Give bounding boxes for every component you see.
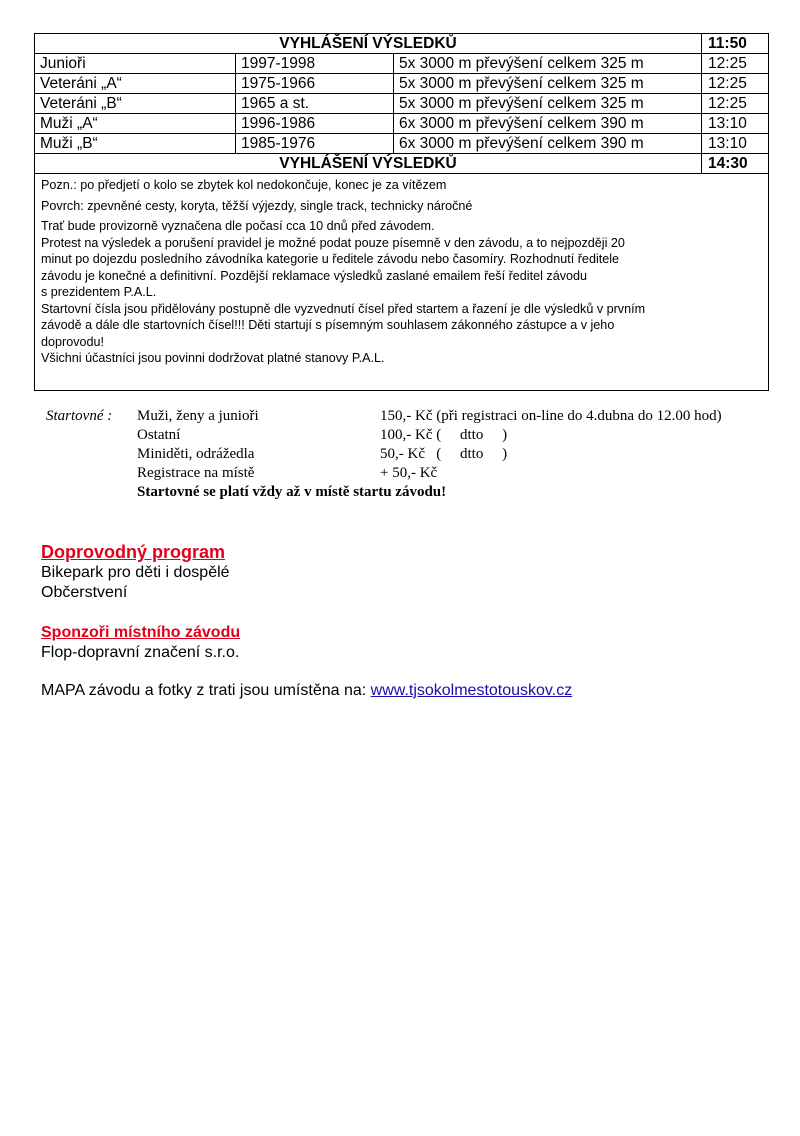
note-line: Pozn.: po předjetí o kolo se zbytek kol nedokončuje, konec je za vítězem — [41, 178, 447, 192]
results-announcement-time: 14:30 — [702, 154, 769, 174]
category-cell: Veteráni „A“ — [35, 74, 236, 94]
note-line: Povrch: zpevněné cesty, koryta, těžší výjezdy, single track, technicky náročné — [41, 198, 473, 213]
results-announcement-title: VYHLÁŠENÍ VÝSLEDKŮ — [35, 154, 702, 174]
time-cell: 12:25 — [702, 74, 769, 94]
results-announcement-time: 11:50 — [702, 34, 769, 54]
table-row — [35, 54, 769, 74]
fee-row — [44, 444, 774, 463]
fee-category: Miniděti, odrážedla — [137, 446, 255, 462]
map-info — [41, 681, 572, 701]
website-link[interactable]: www.tjsokolmestotouskov.cz — [370, 682, 573, 699]
program-title: Doprovodný program — [41, 542, 226, 562]
category-cell: Muži „A“ — [35, 114, 236, 134]
results-announcement-row — [35, 154, 769, 174]
years-cell: 1965 a st. — [236, 94, 394, 114]
note-line: Protest na výsledek a porušení pravidel je možné podat pouze písemně v den závodu, a to nejpozději 20 — [41, 235, 625, 250]
years-cell: 1985-1976 — [236, 134, 394, 154]
years-cell: 1996-1986 — [236, 114, 394, 134]
fee-note-row — [44, 482, 774, 501]
program-section — [41, 541, 230, 603]
fee-row — [44, 425, 774, 444]
sponsor-item: Flop-dopravní značení s.r.o. — [41, 644, 240, 661]
fee-price: 150,- Kč (při registraci on-line do 4.dubna do 12.00 hod) — [380, 408, 722, 424]
course-cell: 5x 3000 m převýšení celkem 325 m — [394, 54, 702, 74]
fee-price: + 50,- Kč — [380, 465, 438, 481]
notes-row — [35, 174, 769, 391]
course-cell: 6x 3000 m převýšení celkem 390 m — [394, 134, 702, 154]
course-cell: 6x 3000 m převýšení celkem 390 m — [394, 114, 702, 134]
fee-price: 50,- Kč ( dtto ) — [380, 446, 508, 462]
note-line: doprovodu! — [41, 334, 105, 349]
course-cell: 5x 3000 m převýšení celkem 325 m — [394, 74, 702, 94]
program-item: Bikepark pro děti i dospělé — [41, 564, 230, 581]
years-cell: 1975-1966 — [236, 74, 394, 94]
program-item: Občerstvení — [41, 584, 128, 601]
entry-fees — [44, 406, 774, 501]
table-row — [35, 134, 769, 154]
fee-category: Ostatní — [137, 427, 181, 443]
note-line: s prezidentem P.A.L. — [41, 285, 157, 299]
note-line: minut po dojezdu posledního závodníka kategorie u ředitele závodu nebo časomíry. Rozhodnutí ředitele — [41, 252, 620, 266]
table-row — [35, 74, 769, 94]
time-cell: 12:25 — [702, 94, 769, 114]
fee-price: 100,- Kč ( dtto ) — [380, 427, 508, 443]
note-line: závodě a dále dle startovních čísel!!! Děti startují s písemným souhlasem zákonného zástupce a v jeho — [41, 318, 615, 332]
category-cell: Veteráni „B“ — [35, 94, 236, 114]
sponsors-section — [41, 623, 240, 663]
fees-label: Startovné : — [46, 408, 113, 424]
category-cell: Muži „B“ — [35, 134, 236, 154]
time-cell: 13:10 — [702, 134, 769, 154]
table-row — [35, 114, 769, 134]
fee-category: Muži, ženy a junioři — [137, 408, 259, 424]
note-line: Trať bude provizorně vyznačena dle počasí cca 10 dnů před závodem. — [41, 219, 435, 233]
map-text: MAPA závodu a fotky z trati jsou umístěna na: — [41, 682, 371, 699]
time-cell: 12:25 — [702, 54, 769, 74]
sponsors-title: Sponzoři místního závodu — [41, 624, 241, 641]
category-cell: Junioři — [35, 54, 236, 74]
note-line: závodu je konečné a definitivní. Pozdější reklamace výsledků zaslané emailem řeší ředitel závodu — [41, 268, 588, 283]
years-cell: 1997-1998 — [236, 54, 394, 74]
course-cell: 5x 3000 m převýšení celkem 325 m — [394, 94, 702, 114]
fee-row — [44, 406, 774, 425]
table-row — [35, 94, 769, 114]
note-line: Všichni účastníci jsou povinni dodržovat platné stanovy P.A.L. — [41, 351, 385, 365]
results-announcement-title: VYHLÁŠENÍ VÝSLEDKŮ — [35, 34, 702, 54]
notes-block — [35, 174, 769, 391]
time-cell: 13:10 — [702, 114, 769, 134]
note-line: Startovní čísla jsou přidělovány postupně dle vyzvednutí čísel před startem a řazení je dle výsledků v prvním — [41, 301, 646, 316]
fee-payment-note: Startovné se platí vždy až v místě startu závodu! — [137, 484, 447, 500]
fee-row — [44, 463, 774, 482]
schedule-table — [34, 33, 769, 391]
fee-category: Registrace na místě — [137, 465, 255, 481]
results-announcement-row — [35, 34, 769, 54]
